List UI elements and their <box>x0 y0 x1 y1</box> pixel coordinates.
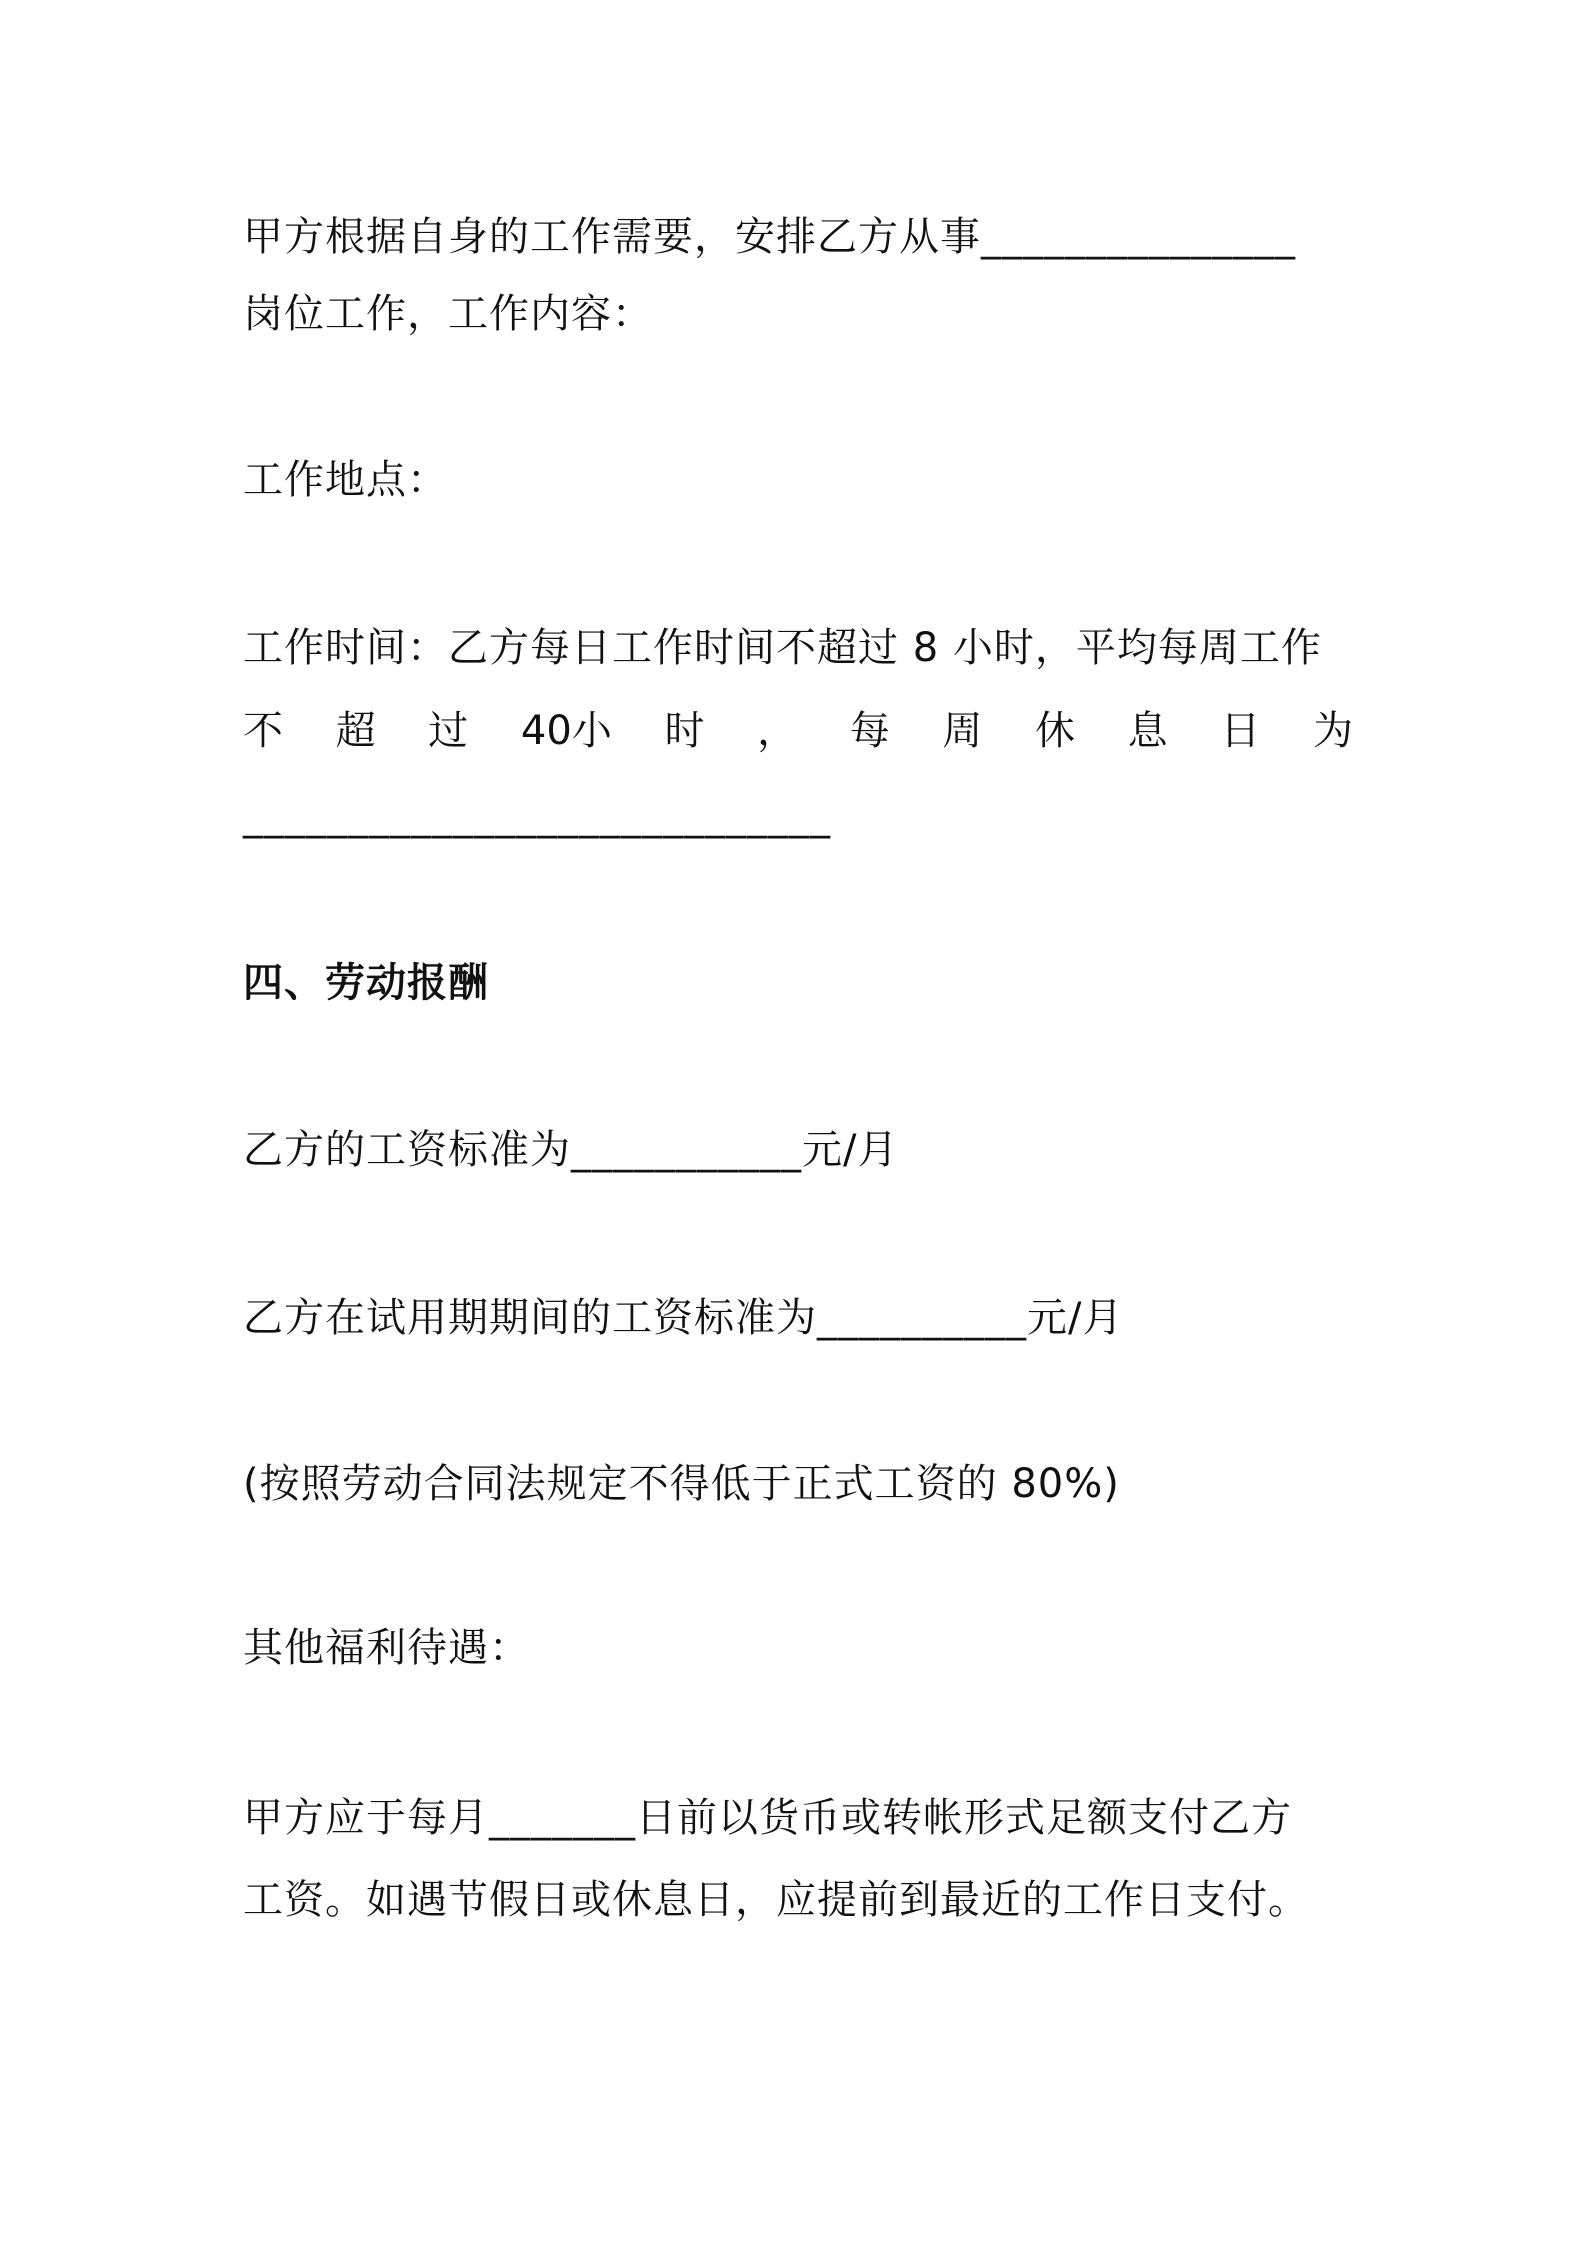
spread-char: 周 <box>942 708 983 754</box>
paragraph-payment-date-line2: 工资。如遇节假日或休息日，应提前到最近的工作日支付。 <box>243 1877 1309 1923</box>
spread-char: 超 <box>335 708 376 754</box>
paragraph-payment-date-line1: 甲方应于每月_______日前以货币或转帐形式足额支付乙方 <box>243 1795 1292 1841</box>
spread-char: 息 <box>1127 708 1168 754</box>
paragraph-job-assignment-line1: 甲方根据自身的工作需要，安排乙方从事_______________ <box>243 214 1296 260</box>
spread-char: ， <box>757 708 798 754</box>
spread-char: 时 <box>664 708 705 754</box>
spread-char: 过 <box>428 708 469 754</box>
paragraph-probation-salary: 乙方在试用期期间的工资标准为__________元/月 <box>243 1295 1124 1341</box>
paragraph-work-location: 工作地点： <box>243 457 448 503</box>
spread-char: 日 <box>1220 708 1261 754</box>
spread-char: 为 <box>1312 708 1353 754</box>
paragraph-work-hours-line2 <box>243 703 1353 759</box>
paragraph-other-benefits: 其他福利待遇： <box>243 1625 530 1671</box>
spread-char: 40小 <box>520 708 612 754</box>
paragraph-job-assignment-line2: 岗位工作，工作内容： <box>243 291 653 337</box>
paragraph-probation-note: (按照劳动合同法规定不得低于正式工资的 80%) <box>243 1461 1120 1507</box>
spread-char: 休 <box>1035 708 1076 754</box>
spread-char: 每 <box>849 708 890 754</box>
paragraph-salary-standard: 乙方的工资标准为___________元/月 <box>243 1127 899 1173</box>
spread-char: 不 <box>243 708 283 754</box>
section-heading-remuneration: 四、劳动报酬 <box>243 960 489 1006</box>
paragraph-work-hours-line1: 工作时间：乙方每日工作时间不超过 8 小时，平均每周工作 <box>243 625 1322 671</box>
paragraph-work-hours-line3: ____________________________ <box>243 793 831 839</box>
